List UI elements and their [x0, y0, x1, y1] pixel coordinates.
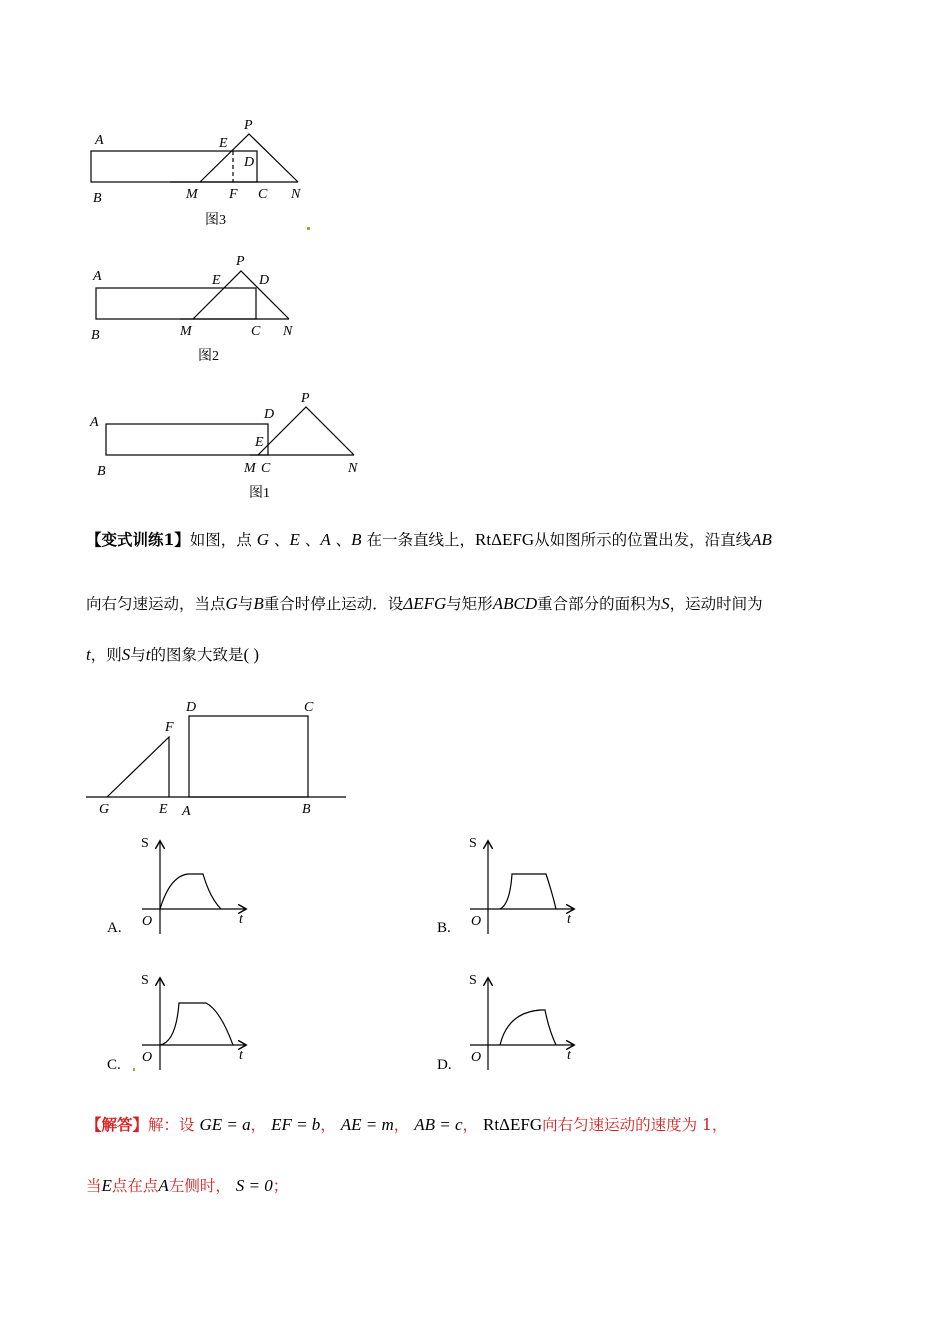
text: 解：设 — [148, 1116, 195, 1134]
fig2-label-c: C — [251, 324, 261, 339]
option-a-s-label: S — [141, 836, 149, 851]
fig3-label-f: F — [229, 187, 238, 202]
equation-ae: AE = m — [340, 1115, 394, 1134]
fig3-caption: 图3 — [205, 213, 226, 228]
answer-line-2 — [86, 1176, 288, 1196]
option-c-s-label: S — [141, 973, 149, 988]
figure-3 — [91, 134, 298, 182]
option-c-letter: C. — [107, 1057, 121, 1073]
option-b-s-label: S — [469, 836, 477, 851]
fig2-label-e: E — [212, 273, 221, 288]
diagram-label-a: A — [182, 804, 191, 819]
fig3-rectangle — [91, 151, 257, 182]
var-a: A — [320, 530, 331, 549]
text: 的图象大致是 — [150, 646, 244, 664]
text: 当 — [86, 1177, 102, 1195]
option-a-origin: O — [142, 914, 153, 929]
triangle-name: ΔEFG — [403, 594, 447, 613]
problem-diagram — [86, 716, 346, 797]
fig3-label-d: D — [244, 155, 255, 170]
equation-ef: EF = b — [271, 1115, 321, 1134]
var-t: t — [145, 645, 151, 664]
triangle-name: RtΔEFG — [475, 530, 535, 549]
option-b-graph — [469, 836, 573, 934]
text: 重合时停止运动．设 — [263, 595, 404, 613]
text: ，则 — [90, 646, 122, 664]
option-d-curve — [500, 1010, 556, 1045]
fig1-label-a: A — [90, 415, 99, 430]
rectangle-abcd — [189, 716, 308, 797]
text: 重合部分的面积为 — [537, 595, 662, 613]
text: 点在点 — [111, 1177, 159, 1195]
problem-line-3 — [86, 645, 259, 665]
var-s: S — [661, 594, 670, 613]
text: 在一条直线上， — [366, 531, 476, 549]
fig2-caption: 图2 — [198, 349, 219, 364]
stray-mark — [307, 227, 310, 230]
figure-1 — [106, 407, 354, 455]
option-a-t-label: t — [239, 912, 243, 927]
text: 如图，点 — [189, 531, 252, 549]
fig1-label-m: M — [244, 461, 256, 476]
fig2-label-b: B — [91, 328, 100, 343]
option-b-t-label: t — [567, 912, 571, 927]
option-a-curve — [160, 874, 221, 909]
text: ， — [462, 1116, 479, 1134]
option-d-graph — [469, 973, 573, 1070]
answer-tag: 【解答】 — [86, 1115, 149, 1134]
text: ， — [393, 1116, 410, 1134]
problem-line-1 — [86, 530, 772, 550]
fig3-label-a: A — [95, 133, 104, 148]
option-d-t-label: t — [567, 1048, 571, 1063]
var-ab: AB — [751, 530, 772, 549]
diagram-label-g: G — [99, 802, 110, 817]
var-a: A — [158, 1176, 169, 1195]
fig2-label-a: A — [93, 269, 102, 284]
var-e: E — [101, 1176, 112, 1195]
option-c-graph — [141, 973, 245, 1070]
option-d-letter: D. — [437, 1057, 452, 1073]
fig2-label-m: M — [180, 324, 192, 339]
option-c-origin: O — [142, 1050, 153, 1065]
fig2-label-n: N — [283, 324, 293, 339]
text: 与 — [130, 646, 146, 664]
text: 、 — [304, 531, 321, 549]
text: ， — [320, 1116, 336, 1134]
var-t: t — [86, 645, 91, 664]
fig1-caption: 图1 — [249, 486, 270, 501]
fig1-label-c: C — [261, 461, 271, 476]
diagram-label-e: E — [159, 802, 168, 817]
text: 与矩形 — [446, 595, 493, 613]
var-b: B — [253, 594, 264, 613]
option-d-origin: O — [471, 1050, 482, 1065]
fig1-label-d: D — [264, 407, 275, 422]
answer-blank: ( ) — [243, 645, 260, 664]
problem-tag: 【变式训练1】 — [86, 530, 190, 549]
text: 向右匀速运动的速度为 1， — [542, 1116, 728, 1134]
equation-s: S = 0 — [235, 1176, 273, 1195]
fig3-label-n: N — [291, 187, 301, 202]
fig2-triangle — [193, 271, 289, 319]
option-c-curve — [160, 1003, 233, 1045]
option-b-curve — [500, 874, 556, 909]
fig1-label-b: B — [97, 464, 106, 479]
text: ， — [250, 1116, 267, 1134]
var-e: E — [289, 530, 300, 549]
answer-line-1 — [86, 1115, 727, 1135]
text: 向右匀速运动，当点 — [86, 595, 226, 613]
var-g: G — [225, 594, 238, 613]
stray-mark-2 — [133, 1068, 135, 1071]
triangle-efg — [107, 737, 169, 797]
var-b: B — [351, 530, 362, 549]
equation-ge: GE = a — [199, 1115, 251, 1134]
text: ，运动时间为 — [669, 595, 763, 613]
fig2-label-p: P — [236, 254, 245, 269]
option-c-t-label: t — [239, 1048, 243, 1063]
rect-name: ABCD — [492, 594, 538, 613]
option-d-s-label: S — [469, 973, 477, 988]
equation-ab: AB = c — [414, 1115, 463, 1134]
fig3-label-m: M — [186, 187, 198, 202]
fig2-rectangle — [96, 288, 256, 319]
fig2-label-d: D — [259, 273, 270, 288]
var-s: S — [121, 645, 131, 664]
option-b-letter: B. — [437, 920, 451, 936]
triangle-name: RtΔEFG — [483, 1115, 543, 1134]
option-a-letter: A. — [107, 920, 122, 936]
fig1-label-n: N — [348, 461, 358, 476]
fig3-label-c: C — [258, 187, 268, 202]
text: 从如图所示的位置出发，沿直线 — [534, 531, 752, 549]
fig3-label-e: E — [219, 136, 228, 151]
diagram-label-b: B — [302, 802, 311, 817]
text: 、 — [273, 531, 290, 549]
option-b-origin: O — [471, 914, 482, 929]
text: 、 — [335, 531, 352, 549]
diagram-label-c: C — [304, 700, 314, 715]
option-a-graph — [141, 836, 245, 934]
problem-line-2 — [86, 594, 763, 614]
diagram-label-d: D — [186, 700, 197, 715]
fig1-rectangle — [106, 424, 268, 455]
fig1-label-e: E — [255, 435, 264, 450]
fig3-label-b: B — [93, 191, 102, 206]
fig3-label-p: P — [244, 118, 253, 133]
diagram-label-f: F — [165, 720, 174, 735]
text: 与 — [237, 595, 254, 613]
text: ； — [272, 1177, 289, 1195]
text: 左侧时， — [168, 1177, 231, 1195]
var-g: G — [256, 530, 270, 549]
fig1-label-p: P — [301, 391, 310, 406]
